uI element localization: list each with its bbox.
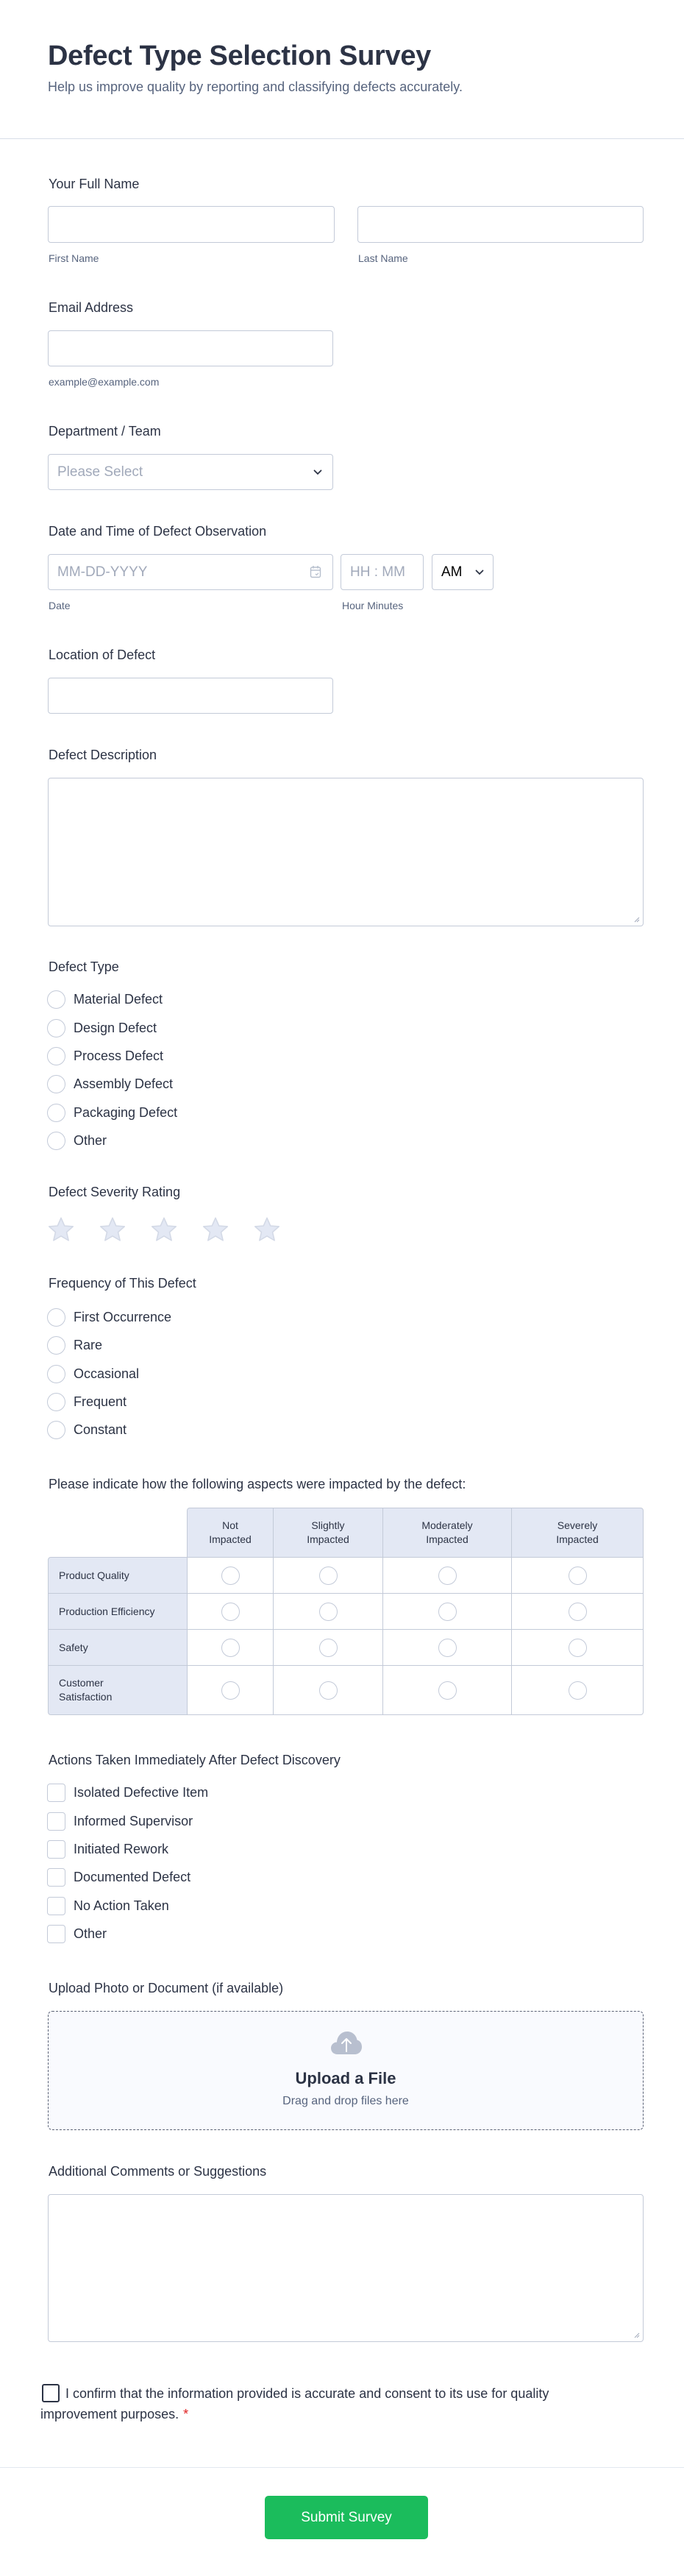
frequency-option-constant[interactable]: Constant: [47, 1419, 127, 1440]
frequency-option-rare[interactable]: Rare: [47, 1335, 102, 1355]
consent-text: I confirm that the information provided is accurate and consent to its use for quality improvement purposes.: [40, 2386, 549, 2421]
page-title: Defect Type Selection Survey: [48, 40, 431, 71]
defect-type-option-other[interactable]: Other: [47, 1130, 107, 1151]
matrix-cell[interactable]: [187, 1557, 274, 1594]
matrix-cell[interactable]: [273, 1593, 383, 1630]
radio-button[interactable]: [438, 1639, 457, 1657]
matrix-row-label: Customer Satisfaction: [48, 1665, 188, 1715]
radio-button[interactable]: [47, 1019, 65, 1037]
matrix-cell[interactable]: [273, 1629, 383, 1666]
star-icon-1[interactable]: [47, 1216, 75, 1243]
matrix-row-label: Product Quality: [48, 1557, 188, 1594]
defect-type-label: Defect Type: [49, 959, 119, 974]
actions-option-rework[interactable]: Initiated Rework: [47, 1839, 168, 1859]
radio-button[interactable]: [319, 1603, 338, 1621]
upload-label: Upload Photo or Document (if available): [49, 1981, 284, 1995]
star-icon-4[interactable]: [202, 1216, 229, 1243]
matrix-cell[interactable]: [273, 1665, 383, 1715]
matrix-cell[interactable]: [273, 1557, 383, 1594]
resize-handle-icon[interactable]: [633, 2331, 640, 2338]
upload-subtitle: Drag and drop files here: [282, 2095, 409, 2107]
department-label: Department / Team: [49, 424, 161, 439]
radio-button[interactable]: [438, 1603, 457, 1621]
form-header: [0, 0, 684, 139]
full-name-label: Your Full Name: [49, 177, 140, 191]
matrix-cell[interactable]: [187, 1629, 274, 1666]
checkbox[interactable]: [47, 1840, 65, 1859]
ampm-select[interactable]: [432, 554, 494, 590]
radio-button[interactable]: [319, 1681, 338, 1700]
actions-label: Actions Taken Immediately After Defect Discovery: [49, 1753, 341, 1767]
radio-button[interactable]: [438, 1681, 457, 1700]
radio-button[interactable]: [47, 1308, 65, 1327]
defect-type-option-material[interactable]: Material Defect: [47, 989, 163, 1010]
radio-button[interactable]: [569, 1639, 587, 1657]
matrix-cell[interactable]: [511, 1557, 644, 1594]
defect-type-option-process[interactable]: Process Defect: [47, 1046, 163, 1066]
checkbox[interactable]: [47, 1925, 65, 1943]
matrix-cell[interactable]: [187, 1665, 274, 1715]
location-label: Location of Defect: [49, 647, 156, 662]
radio-button[interactable]: [47, 1047, 65, 1065]
first-name-sublabel: First Name: [49, 252, 99, 264]
actions-option-isolated[interactable]: Isolated Defective Item: [47, 1782, 208, 1803]
radio-button[interactable]: [221, 1566, 240, 1585]
department-select[interactable]: [48, 454, 333, 490]
consent-checkbox[interactable]: [42, 2384, 60, 2402]
date-sublabel: Date: [49, 600, 71, 611]
checkbox[interactable]: [47, 1868, 65, 1887]
matrix-cell[interactable]: [511, 1629, 644, 1666]
radio-button[interactable]: [47, 990, 65, 1009]
radio-button[interactable]: [47, 1132, 65, 1150]
checkbox[interactable]: [47, 1897, 65, 1915]
cloud-upload-icon: [330, 2030, 363, 2055]
radio-button[interactable]: [47, 1104, 65, 1122]
radio-button[interactable]: [47, 1336, 65, 1355]
email-sublabel: example@example.com: [49, 376, 160, 388]
matrix-col-header: Severely Impacted: [511, 1508, 644, 1558]
location-input[interactable]: [48, 678, 333, 714]
matrix-cell[interactable]: [382, 1665, 512, 1715]
checkbox[interactable]: [47, 1812, 65, 1831]
email-label: Email Address: [49, 300, 134, 315]
radio-button[interactable]: [438, 1566, 457, 1585]
radio-button[interactable]: [221, 1603, 240, 1621]
time-sublabel: Hour Minutes: [342, 600, 404, 611]
last-name-input[interactable]: [357, 206, 644, 243]
upload-title: Upload a File: [295, 2069, 396, 2087]
time-placeholder: HH : MM: [350, 564, 405, 580]
defect-type-option-packaging[interactable]: Packaging Defect: [47, 1102, 177, 1123]
description-label: Defect Description: [49, 748, 157, 762]
description-textarea[interactable]: [48, 778, 644, 926]
star-icon-5[interactable]: [253, 1216, 281, 1243]
date-input[interactable]: [48, 554, 333, 590]
required-asterisk: *: [183, 2407, 189, 2421]
matrix-cell[interactable]: [187, 1593, 274, 1630]
last-name-sublabel: Last Name: [358, 252, 408, 264]
actions-option-informed[interactable]: Informed Supervisor: [47, 1811, 193, 1831]
severity-label: Defect Severity Rating: [49, 1185, 181, 1199]
actions-option-other[interactable]: Other: [47, 1923, 107, 1944]
datetime-label: Date and Time of Defect Observation: [49, 524, 267, 539]
radio-button[interactable]: [569, 1566, 587, 1585]
first-name-input[interactable]: [48, 206, 335, 243]
radio-button[interactable]: [569, 1681, 587, 1700]
radio-button[interactable]: [47, 1365, 65, 1383]
star-rating: [47, 1216, 281, 1243]
resize-handle-icon[interactable]: [633, 915, 640, 923]
comments-textarea[interactable]: [48, 2194, 644, 2342]
defect-type-option-assembly[interactable]: Assembly Defect: [47, 1074, 173, 1094]
email-input[interactable]: [48, 330, 333, 366]
consent-field: [40, 2383, 570, 2424]
page-subtitle: Help us improve quality by reporting and classifying defects accurately.: [48, 79, 463, 94]
matrix-col-header: Not Impacted: [187, 1508, 274, 1558]
chevron-down-icon: [313, 469, 322, 475]
impact-matrix-label: Please indicate how the following aspects were impacted by the defect:: [49, 1477, 466, 1491]
footer-divider: [0, 2467, 684, 2468]
department-placeholder: Please Select: [57, 464, 143, 480]
radio-button[interactable]: [319, 1639, 338, 1657]
radio-button[interactable]: [569, 1603, 587, 1621]
checkbox[interactable]: [47, 1784, 65, 1802]
radio-button[interactable]: [47, 1075, 65, 1093]
matrix-row-label: Production Efficiency: [48, 1593, 188, 1630]
submit-button[interactable]: Submit Survey: [265, 2496, 428, 2539]
matrix-row-label: Safety: [48, 1629, 188, 1666]
file-upload-dropzone[interactable]: [48, 2011, 644, 2130]
star-icon-3[interactable]: [150, 1216, 178, 1243]
matrix-col-header: Slightly Impacted: [273, 1508, 383, 1558]
frequency-label: Frequency of This Defect: [49, 1276, 196, 1291]
matrix-cell[interactable]: [382, 1629, 512, 1666]
actions-option-documented[interactable]: Documented Defect: [47, 1867, 190, 1887]
matrix-cell[interactable]: [511, 1593, 644, 1630]
radio-button[interactable]: [319, 1566, 338, 1585]
matrix-cell[interactable]: [382, 1557, 512, 1594]
matrix-cell[interactable]: [382, 1593, 512, 1630]
star-icon-2[interactable]: [99, 1216, 127, 1243]
chevron-down-icon: [475, 570, 484, 575]
time-input[interactable]: [341, 554, 424, 590]
matrix-col-header: Moderately Impacted: [382, 1508, 512, 1558]
matrix-cell[interactable]: [511, 1665, 644, 1715]
radio-button[interactable]: [221, 1681, 240, 1700]
actions-option-no-action[interactable]: No Action Taken: [47, 1895, 169, 1916]
defect-type-option-design[interactable]: Design Defect: [47, 1018, 157, 1038]
ampm-value: AM: [441, 564, 463, 580]
radio-button[interactable]: [221, 1639, 240, 1657]
frequency-option-occasional[interactable]: Occasional: [47, 1363, 139, 1384]
comments-label: Additional Comments or Suggestions: [49, 2164, 267, 2179]
frequency-option-frequent[interactable]: Frequent: [47, 1391, 127, 1412]
calendar-icon[interactable]: [310, 565, 321, 578]
frequency-option-first[interactable]: First Occurrence: [47, 1307, 171, 1327]
radio-button[interactable]: [47, 1421, 65, 1439]
radio-button[interactable]: [47, 1393, 65, 1411]
date-placeholder: MM-DD-YYYY: [57, 564, 148, 580]
